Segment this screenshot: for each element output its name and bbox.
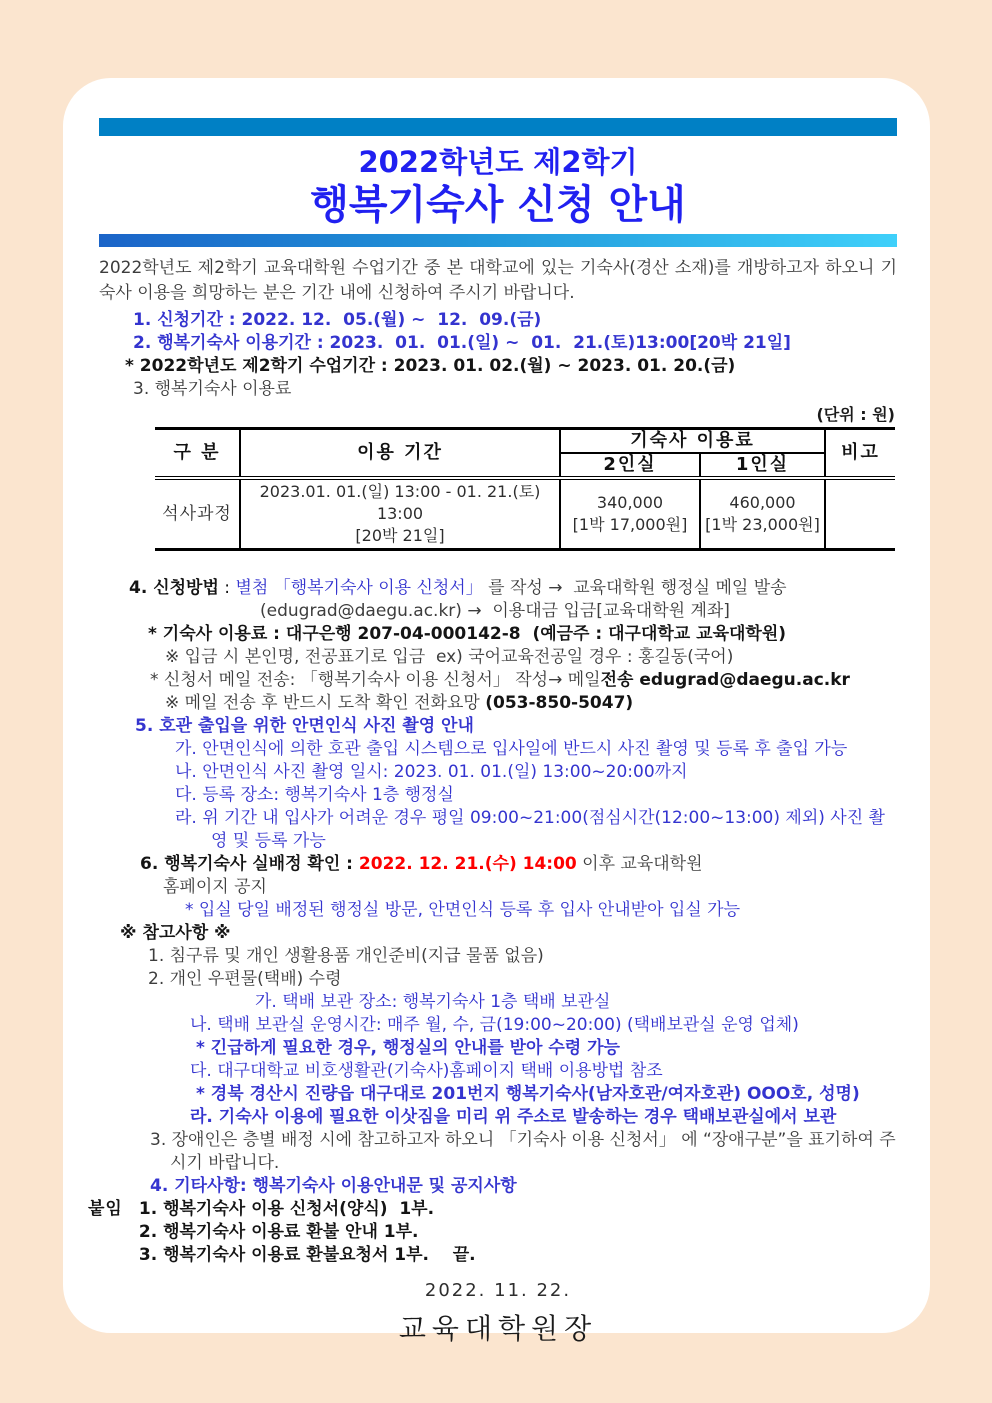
line-ref-disability: 3. 장애인은 층별 배정 시에 참고하고자 하오니 「기숙사 이용 신청서」 에 “장애구분”을 표기하여 주시기 바랍니다. xyxy=(150,1130,896,1173)
method-rest: 를 작성 → 교육대학원 행정실 메일 발송 xyxy=(482,578,787,598)
attachment-item-1: 1. 행복기숙사 이용 신청서(양식) 1부. xyxy=(138,1199,435,1219)
fee-cell-room2 xyxy=(560,478,700,550)
line-ref-bedding: 1. 침구류 및 개인 생활용품 개인준비(지급 물품 없음) xyxy=(148,946,544,966)
assignment-datetime: 2022. 12. 21.(수) 14:00 xyxy=(358,854,577,874)
line-facial-da: 다. 등록 장소: 행복기숙사 1층 행정실 xyxy=(175,785,454,805)
fee-table-header-period: 이용 기간 xyxy=(240,429,560,479)
doc-title-main: 행복기숙사 신청 안내 xyxy=(310,182,686,228)
line-method-email: (edugrad@daegu.ac.kr) → 이용대금 입금[교육대학원 계좌] xyxy=(260,601,730,621)
doc-title-semester: 2022학년도 제2학기 xyxy=(358,145,638,179)
fee-room2-amount: 340,000 xyxy=(596,493,664,512)
line-mail-send xyxy=(99,669,897,692)
fee-period-sub: [20박 21일] xyxy=(355,526,445,545)
line-ref-mail: 2. 개인 우편물(택배) 수령 xyxy=(148,969,342,989)
fee-table xyxy=(155,427,895,551)
line-facial-ra: 라. 위 기간 내 입사가 어려운 경우 평일 09:00~21:00(점심시간(12:00~13:00) 제외) 사진 촬영 및 등록 가능 xyxy=(175,808,885,851)
attachment-item-2: 2. 행복기숙사 이용료 환불 안내 1부. xyxy=(138,1222,419,1242)
line-facial-ga: 가. 안면인식에 의한 호관 출입 시스템으로 입사일에 반드시 사진 촬영 및 등록 후 출입 가능 xyxy=(175,739,848,759)
fee-room1-amount: 460,000 xyxy=(729,493,796,512)
attachments-list xyxy=(139,1198,476,1267)
method-separator: : xyxy=(218,578,236,598)
fee-room1-per-night: [1박 23,000원] xyxy=(705,515,820,534)
signature-dean: 교육대학원장 xyxy=(398,1312,598,1345)
method-attachment-name: 별첨 「행복기숙사 이용 신청서」 xyxy=(235,578,483,598)
line-parcel-place: 가. 택배 보관 장소: 행복기숙사 1층 택배 보관실 xyxy=(255,992,611,1012)
line-apply-period: 1. 신청기간 : 2022. 12. 05.(월) ~ 12. 09.(금) xyxy=(133,310,542,330)
document-date: 2022. 11. 22. xyxy=(424,1280,572,1301)
header-gradient-bar xyxy=(99,234,897,247)
line-parcel-hours: 나. 택배 보관실 운영시간: 매주 월, 수, 금(19:00~20:00) (택배보관실 운영 업체) xyxy=(190,1015,799,1035)
line-use-period: 2. 행복기숙사 이용기간 : 2023. 01. 01.(일) ~ 01. 21.(토)13:00[20박 21일] xyxy=(133,333,791,353)
method-title-label: 4. 신청방법 xyxy=(129,578,219,598)
attachments-block xyxy=(88,1198,897,1267)
line-facial-title: 5. 호관 출입을 위한 안면인식 사진 촬영 안내 xyxy=(135,716,474,736)
spacer xyxy=(99,551,897,577)
line-method-title xyxy=(99,577,897,600)
line-assignment xyxy=(99,853,897,876)
fee-cell-note xyxy=(825,478,895,550)
fee-table-unit-note: (단위 : 원) xyxy=(816,405,895,424)
assignment-post: 이후 교육대학원 xyxy=(576,854,703,874)
call-confirm-text: ※ 메일 전송 후 반드시 도착 확인 전화요망 xyxy=(165,693,486,713)
fee-table-row-masters xyxy=(155,478,895,550)
document-content xyxy=(63,78,930,1347)
fee-table-header-note: 비고 xyxy=(825,429,895,479)
intro-paragraph: 2022학년도 제2학기 교육대학원 수업기간 중 본 대학교에 있는 기숙사(경산 소재)를 개방하고자 하오니 기숙사 이용을 희망하는 분은 기간 내에 신청하여 주시기 바랍니다. xyxy=(99,258,897,303)
line-fee-heading: 3. 행복기숙사 이용료 xyxy=(133,379,292,399)
fee-period-main: 2023.01. 01.(일) 13:00 - 01. 21.(토) 13:00 xyxy=(259,482,541,523)
mail-send-text: * 신청서 메일 전송: 「행복기숙사 이용 신청서」 작성→ 메일 xyxy=(150,670,601,690)
line-facial-na: 나. 안면인식 사진 촬영 일시: 2023. 01. 01.(일) 13:00~20:00까지 xyxy=(175,762,688,782)
attachment-item-3: 3. 행복기숙사 이용료 환불요청서 1부. 끝. xyxy=(138,1245,476,1265)
line-bank-account: * 기숙사 이용료 : 대구은행 207-04-000142-8 (예금주 : 대구대학교 교육대학원) xyxy=(148,624,787,644)
line-parcel-storage: 라. 기숙사 이용에 필요한 이삿짐을 미리 위 주소로 발송하는 경우 택배보관실에서 보관 xyxy=(190,1107,837,1127)
fee-table-header-room1: 1인실 xyxy=(700,453,825,478)
line-parcel-address: * 경북 경산시 진량읍 대구대로 201번지 행복기숙사(남자호관/여자호관) OOO호, 성명) xyxy=(196,1084,860,1104)
line-call-confirm xyxy=(99,692,897,715)
line-ref-etc: 4. 기타사항: 행복기숙사 이용안내문 및 공지사항 xyxy=(150,1176,517,1196)
line-parcel-urgent: * 긴급하게 필요한 경우, 행정실의 안내를 받아 수령 가능 xyxy=(196,1038,620,1058)
mail-send-address: 전송 edugrad@daegu.ac.kr xyxy=(600,670,850,690)
attachments-label: 붙임 xyxy=(88,1199,123,1219)
document-page xyxy=(63,78,930,1345)
fee-cell-period xyxy=(240,478,560,550)
line-reference-title: ※ 참고사항 ※ xyxy=(120,923,231,943)
fee-table-header-gubun: 구 분 xyxy=(155,429,240,479)
line-deposit-note: ※ 입금 시 본인명, 전공표기로 입금 ex) 국어교육전공일 경우 : 홍길동(국어) xyxy=(165,647,734,667)
fee-table-header-room2: 2인실 xyxy=(560,453,700,478)
fee-table-header-fee-group: 기숙사 이용료 xyxy=(560,429,825,454)
line-class-period: * 2022학년도 제2학기 수업기간 : 2023. 01. 02.(월) ~ 2023. 01. 20.(금) xyxy=(125,356,736,376)
fee-room2-per-night: [1박 17,000원] xyxy=(572,515,688,534)
fee-cell-gubun: 석사과정 xyxy=(155,478,240,550)
line-assignment-note: * 입실 당일 배정된 행정실 방문, 안면인식 등록 후 입사 안내받아 입실 가능 xyxy=(185,900,740,920)
header-top-bar xyxy=(99,118,897,136)
line-parcel-homepage: 다. 대구대학교 비호생활관(기숙사)홈페이지 택배 이용방법 참조 xyxy=(190,1061,663,1081)
assignment-label: 6. 행복기숙사 실배정 확인 : xyxy=(140,854,359,874)
call-confirm-phone: (053-850-5047) xyxy=(485,693,634,713)
line-assignment-homepage: 홈페이지 공지 xyxy=(163,877,267,897)
fee-cell-room1 xyxy=(700,478,825,550)
